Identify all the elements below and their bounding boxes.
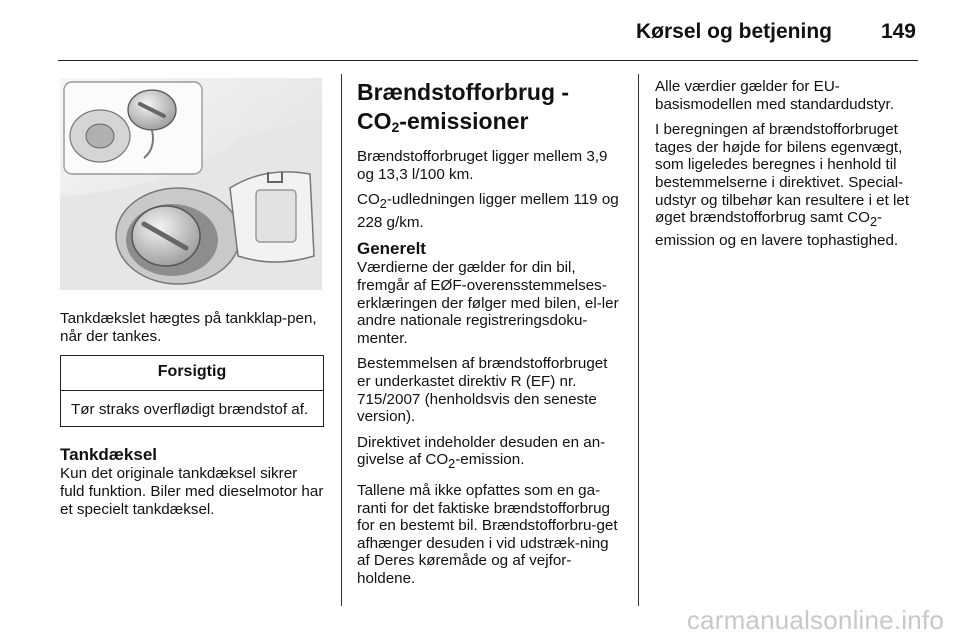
general-paragraph-4: Tallene må ikke opfattes som en ga-ranti for det faktiske brændstofforbrug for en bestemt bil. Brændstofforbru-get afhænger desuden i vid udstræk-ning af Deres køremåde og af vejfor-holdene.: [357, 481, 618, 587]
warning-box: [60, 355, 324, 427]
general-paragraph-3: Direktivet indeholder desuden en an-givelse af $CO_2$-emission.: [357, 433, 606, 472]
column-divider-2: [638, 74, 639, 606]
header-title: Kørsel og betjening: [635, 20, 832, 43]
eu-model-text: Alle værdier gælder for EU-basismodellen med standardudstyr.: [655, 78, 894, 113]
fuel-cap-heading: Tankdæksel: [60, 445, 158, 465]
page-number: 149: [880, 20, 916, 43]
fuel-cap-illustration: [60, 78, 322, 290]
middle-column: [357, 78, 625, 596]
section-title: Brændstofforbrug - $CO_2$-emissioner: [357, 79, 570, 135]
general-paragraph-1: Værdierne der gælder for din bil, fremgår af EØF-overensstemmelses-erklæringen der følger med bilen, el-ler andre nationale registreringsdoku-menter.: [357, 259, 619, 347]
column-divider-1: [341, 74, 342, 606]
header-divider: [58, 60, 918, 61]
fuel-cap-text: Kun det originale tankdæksel sikrer fuld funktion. Biler med dieselmotor har et specielt tankdæksel.: [60, 465, 324, 518]
illustration-caption: Tankdækslet hægtes på tankklap-pen, når der tankes.: [60, 310, 317, 345]
consumption-range-text: Brændstofforbruget ligger mellem 3,9 og 13,3 l/100 km.: [357, 148, 608, 183]
page-header: [0, 0, 960, 60]
warning-text: Tør straks overflødigt brændstof af.: [71, 400, 309, 418]
general-heading: Generelt: [357, 239, 426, 259]
general-paragraph-2: Bestemmelsen af brændstofforbruget er underkastet direktiv R (EF) nr. 715/2007 (henholdsvis den seneste version).: [357, 355, 608, 426]
right-column: [655, 78, 921, 257]
watermark: carmanualsonline.info: [686, 605, 944, 635]
left-column: [60, 78, 324, 526]
co2-range-text: $CO_2$-udledningen ligger mellem 119 og 228 g/km.: [357, 191, 619, 231]
calculation-text: I beregningen af brændstofforbruget tages der højde for bilens egenvægt, som ligeledes beregnes i henhold til bestemmelserne i direktivet. Special-udstyr og tilbehør kan resultere i et let øget brændstofforbrug samt $CO_2$-emission og en lavere tophastighed.: [655, 121, 910, 249]
warning-title: Forsigtig: [61, 356, 323, 391]
